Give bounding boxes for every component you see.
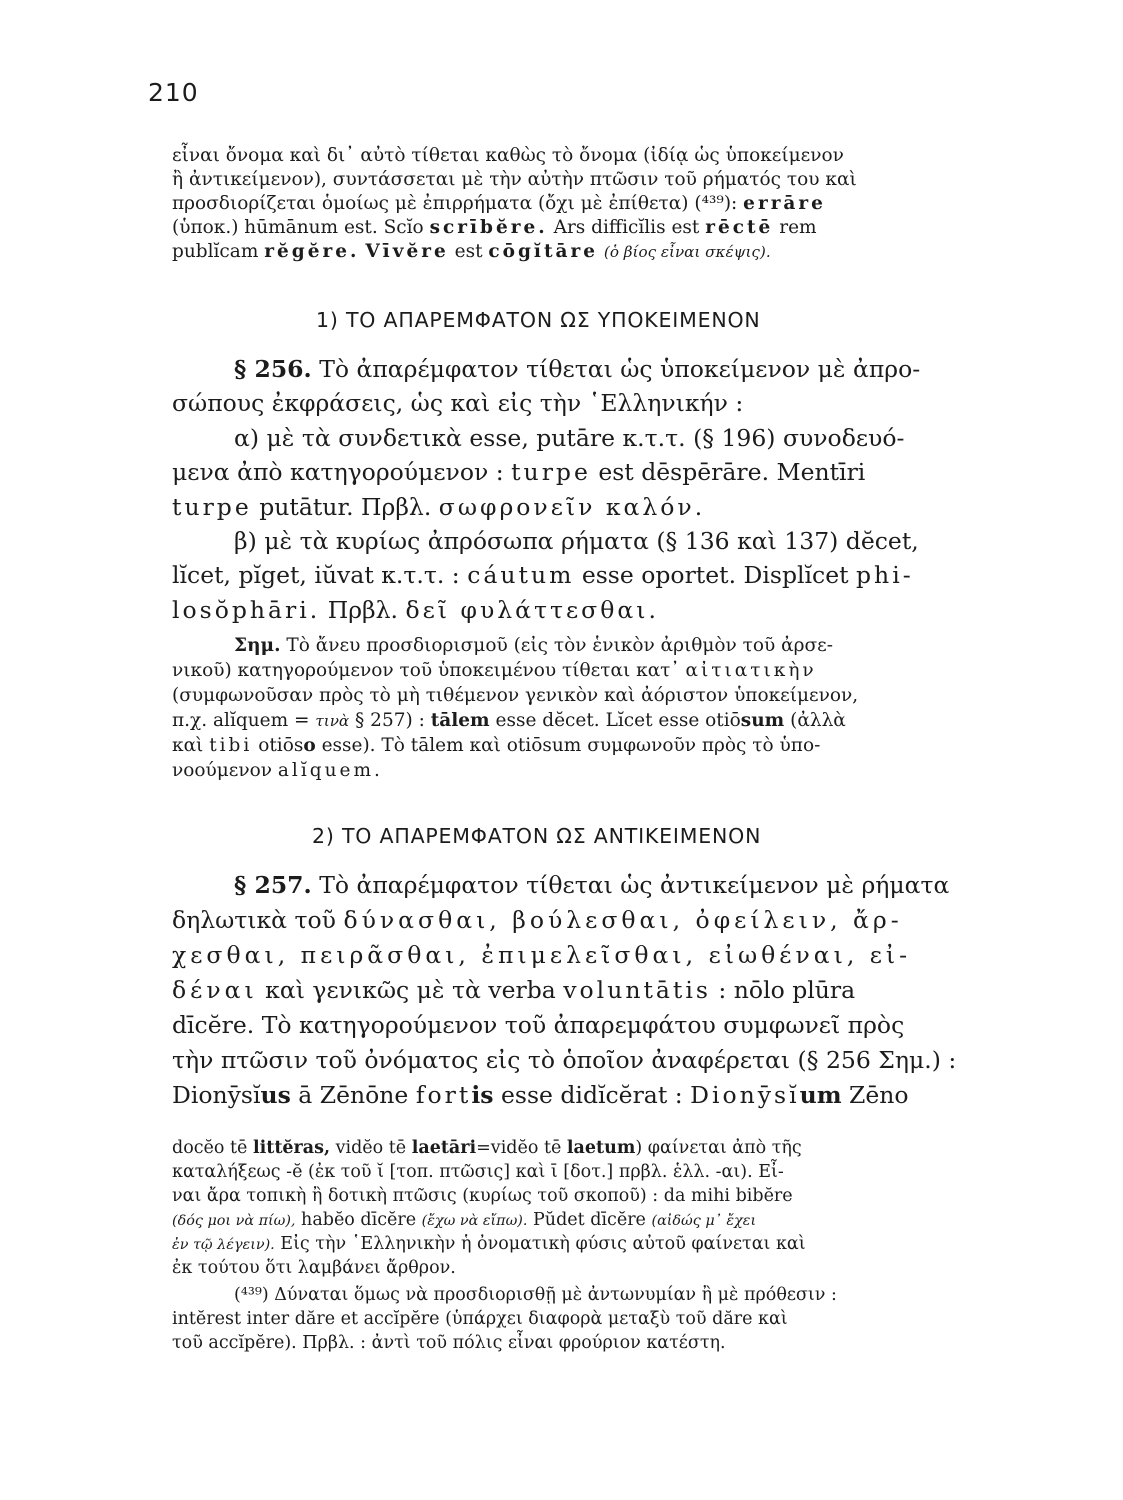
- text-line: docĕo tē littĕras, vidĕo tē laetāri=vidĕo tē laetum) φαίνεται ἀπὸ τῆς: [172, 1138, 802, 1158]
- text-line: δέναι καὶ γενικῶς μὲ τὰ verba voluntātis : nōlo plūra: [172, 976, 856, 1004]
- footnote-439: (⁴³⁹) Δύναται ὅμως νὰ προσδιορισθῇ μὲ ἀντωνυμίαν ἢ μὲ πρόθεσιν :: [234, 1285, 837, 1305]
- page-number: 210: [148, 78, 199, 107]
- text-line: προσδιορίζεται ὁμοίως μὲ ἐπιρρήματα (ὄχι μὲ ἐπίθετα) (⁴³⁹): errāre: [172, 193, 826, 214]
- text-line: turpe putātur. Πρβλ. σωφρονεῖν καλόν.: [172, 493, 706, 521]
- text-line: εἶναι ὄνομα καὶ δι᾽ αὐτὸ τίθεται καθὼς τὸ ὄνομα (ἰδίᾳ ὡς ὑποκείμενον: [172, 145, 844, 166]
- section-heading: 1) ΤΟ ΑΠΑΡΕΜΦΑΤΟΝ ΩΣ ΥΠΟΚΕΙΜΕΝΟΝ: [316, 308, 761, 332]
- text-line: ναι ἄρα τοπικὴ ἢ δοτικὴ πτῶσις (κυρίως τοῦ σκοποῦ) : da mihi bibĕre: [172, 1186, 793, 1206]
- text-line: (δός μοι νὰ πίω), habĕo dīcĕre (ἔχω νὰ εἴπω). Pŭdet dīcĕre (αἰδώς μ᾽ ἔχει: [172, 1210, 757, 1230]
- text-line: (ὑποκ.) hūmānum est. Scĭo scrībĕre. Ars difficĭlis est rēctē rem: [172, 217, 817, 238]
- text-line: § 257. Τὸ ἀπαρέμφατον τίθεται ὡς ἀντικείμενον μὲ ρήματα: [234, 871, 950, 899]
- text-line: (συμφωνοῦσαν πρὸς τὸ μὴ τιθέμενον γενικὸν καὶ ἀόριστον ὑποκείμενον,: [172, 685, 859, 706]
- text-line: δηλωτικὰ τοῦ δύνασθαι, βούλεσθαι, ὀφείλειν, ἄρ-: [172, 906, 903, 934]
- text-line: τὴν πτῶσιν τοῦ ὀνόματος εἰς τὸ ὁποῖον ἀναφέρεται (§ 256 Σημ.) :: [172, 1046, 957, 1074]
- text-line: νοούμενον alĭquem.: [172, 760, 383, 781]
- text-line: § 256. Τὸ ἀπαρέμφατον τίθεται ὡς ὑποκείμενον μὲ ἀπρο-: [234, 355, 921, 383]
- text-line: losŏphāri. Πρβλ. δεῖ φυλάττεσθαι.: [172, 596, 659, 624]
- text-line: intĕrest inter dăre et accĭpĕre (ὑπάρχει διαφορὰ μεταξὺ τοῦ dăre καὶ: [172, 1309, 788, 1329]
- text-line: ἢ ἀντικείμενον), συντάσσεται μὲ τὴν αὐτὴν πτῶσιν τοῦ ρήματός του καὶ: [172, 169, 857, 190]
- text-line: καὶ tibi otiōso esse). Τὸ tālem καὶ otiōsum συμφωνοῦν πρὸς τὸ ὑπο-: [172, 735, 821, 756]
- text-line: publĭcam rĕgĕre. Vīvĕre est cōgĭtāre (ὁ βίος εἶναι σκέψις).: [172, 241, 771, 262]
- text-line: μενα ἀπὸ κατηγορούμενον : turpe est dēspērāre. Mentīri: [172, 458, 866, 486]
- text-line: β) μὲ τὰ κυρίως ἀπρόσωπα ρήματα (§ 136 καὶ 137) dĕcet,: [234, 527, 919, 555]
- text-line: Σημ. Τὸ ἄνευ προσδιορισμοῦ (εἰς τὸν ἑνικὸν ἀριθμὸν τοῦ ἀρσε-: [234, 635, 834, 656]
- text-line: π.χ. alĭquem = τινὰ § 257) : tālem esse dĕcet. Lĭcet esse otiōsum (ἀλλὰ: [172, 710, 846, 731]
- text-line: καταλήξεως -ĕ (ἐκ τοῦ ῐ [τοπ. πτῶσις] καὶ ῑ [δοτ.] πρβλ. ἑλλ. -αι). Εἶ-: [172, 1162, 784, 1182]
- text-line: τοῦ accĭpĕre). Πρβλ. : ἀντὶ τοῦ πόλις εἶναι φρούριον κατέστη.: [172, 1333, 726, 1353]
- text-line: χεσθαι, πειρᾶσθαι, ἐπιμελεῖσθαι, εἰωθέναι, εἰ-: [172, 941, 912, 969]
- text-line: Dionȳsĭus ā Zēnōne fortis esse didĭcĕrat : Dionȳsĭum Zēno: [172, 1081, 909, 1109]
- text-line: dīcĕre. Τὸ κατηγορούμενον τοῦ ἀπαρεμφάτου συμφωνεῖ πρὸς: [172, 1011, 905, 1039]
- text-line: νικοῦ) κατηγορούμενον τοῦ ὑποκειμένου τίθεται κατ᾽ αἰτιατικὴν: [172, 660, 817, 681]
- text-line: ἐν τῷ λέγειν). Εἰς τὴν ῾Ελληνικὴν ἡ ὀνοματικὴ φύσις αὐτοῦ φαίνεται καὶ: [172, 1234, 806, 1254]
- text-line: α) μὲ τὰ συνδετικὰ esse, putāre κ.τ.τ. (§ 196) συνοδευό-: [234, 424, 905, 452]
- section-heading: 2) ΤΟ ΑΠΑΡΕΜΦΑΤΟΝ ΩΣ ΑΝΤΙΚΕΙΜΕΝΟΝ: [312, 824, 762, 848]
- text-line: ἐκ τούτου ὅτι λαμβάνει ἄρθρον.: [172, 1258, 456, 1278]
- text-line: σώπους ἐκφράσεις, ὡς καὶ εἰς τὴν ῾Ελληνικήν :: [172, 389, 744, 417]
- text-line: lĭcet, pĭget, iŭvat κ.τ.τ. : cáutum esse oportet. Displĭcet phi-: [172, 561, 914, 589]
